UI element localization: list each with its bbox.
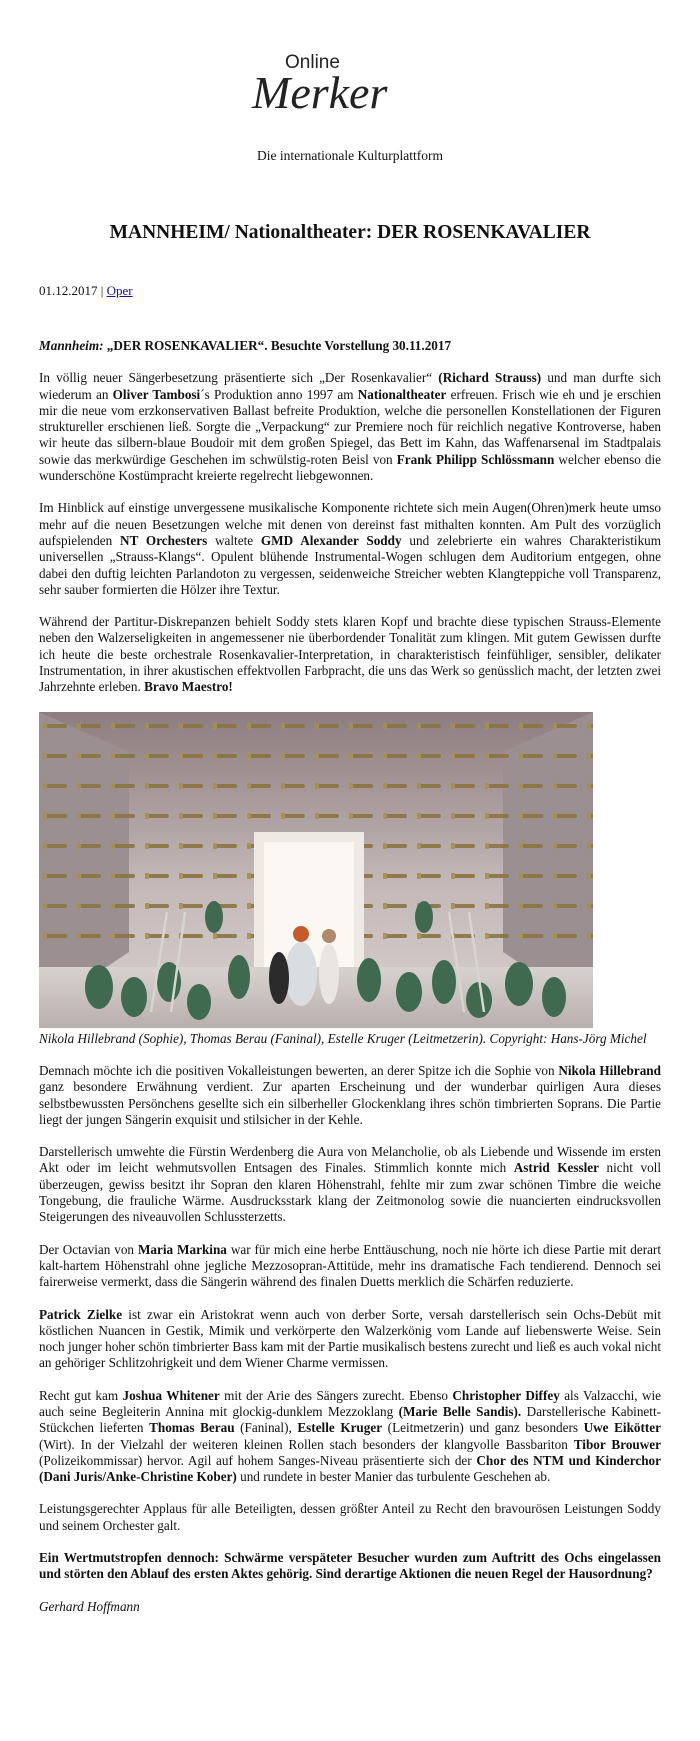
bold-run: NT Orchesters <box>120 532 208 548</box>
text-run: (Leitmetzerin) und ganz besonders <box>382 1420 584 1436</box>
text-run: waltete <box>207 532 261 548</box>
author-signature: Gerhard Hoffmann <box>39 1598 140 1614</box>
bold-run: Chor des NTM und Kinderchor (Dani Juris/Anke-Christine Kober) <box>39 1452 661 1485</box>
text-run: In völlig neuer Sängerbesetzung präsentierte sich „Der Rosenkavalier“ <box>39 370 439 386</box>
text-run: ´s Produktion anno 1997 am <box>200 386 358 402</box>
bold-run: Nikola Hillebrand <box>558 1062 661 1078</box>
bold-run: (Marie Belle Sandis). <box>398 1403 522 1419</box>
text-run: Im Hinblick auf einstige unvergessene musikalische Komponente richtete sich mein Augen(Ohren)merk heute umso mehr auf die neuen Besetzungen welche mit denen von dereinst fast mithalten konnten. Am Pult des vorzüglich aufspielenden <box>39 500 661 548</box>
bold-run: Thomas Berau <box>149 1420 235 1436</box>
stage-photo <box>39 712 593 1028</box>
bold-run: Maria Markina <box>137 1241 227 1257</box>
paragraph-5 <box>39 1144 661 1225</box>
article-meta <box>39 283 133 299</box>
bold-run: Uwe Eikötter <box>583 1420 661 1436</box>
paragraph-6 <box>39 1242 661 1291</box>
article-body <box>39 338 661 1631</box>
bold-run: GMD Alexander Soddy <box>260 532 402 548</box>
text-run: (Wirt). In der Vielzahl der weiteren kleinen Rollen stach besonders der klangvolle Bassbariton <box>39 1436 574 1452</box>
logo-online-text: Online <box>285 52 340 73</box>
bold-run: Bravo Maestro! <box>144 679 233 695</box>
article-date: 01.12.2017 <box>39 283 98 298</box>
text-run: und man durfte sich wiederum an <box>39 370 662 402</box>
bold-run: Frank Philipp Schlössmann <box>396 451 555 467</box>
text-run: (Polizeikommissar) hervor. Agil auf hohem Sanges-Niveau präsentierte sich der <box>39 1452 477 1468</box>
paragraph-10 <box>39 1550 661 1583</box>
text-run: war für mich eine herbe Enttäuschung, noch nie hörte ich diese Partie mit derart kalt-hartem Höhenstrahl ohne jegliche Mezzosopran-Attitüde, mehr ins dramatische Fach tendierend. Dennoch sei fairerweise vermerkt, dass die Sängerin während des finalen Duetts merklich die Schärfen reduzierte. <box>39 1241 661 1290</box>
meta-separator: | <box>97 283 107 298</box>
article-lead <box>39 338 661 354</box>
paragraph-3 <box>39 614 661 695</box>
bold-run: Estelle Kruger <box>297 1420 383 1436</box>
bold-run: (Richard Strauss) <box>438 370 542 386</box>
category-link-oper[interactable]: Oper <box>106 283 133 298</box>
text-run: Der Octavian von <box>39 1241 138 1257</box>
text-run: Darstellerische Kabinett-Stückchen lieferten <box>39 1403 662 1436</box>
logo-wordmark: Merker <box>252 67 388 118</box>
bold-run: Joshua Whitener <box>122 1387 220 1403</box>
bold-run: Christopher Diffey <box>452 1387 560 1403</box>
site-logo[interactable] <box>0 46 700 128</box>
text-run: und rundete in bester Manier das turbulente Geschehen ab. <box>236 1469 551 1485</box>
bold-run: Nationaltheater <box>357 386 447 402</box>
paragraph-4 <box>39 1063 661 1128</box>
paragraph-7 <box>39 1307 661 1372</box>
bold-run: Oliver Tambosi <box>112 386 201 402</box>
site-tagline: Die internationale Kulturplattform <box>257 148 443 163</box>
bold-run: Tibor Brouwer <box>573 1436 661 1452</box>
bold-run: Astrid Kessler <box>513 1160 599 1176</box>
article-title: MANNHEIM/ Nationaltheater: DER ROSENKAVALIER <box>109 222 591 243</box>
photo-caption: Nikola Hillebrand (Sophie), Thomas Berau (Faninal), Estelle Kruger (Leitmetzerin). Copyright: Hans-Jörg Michel <box>39 1030 647 1046</box>
text-run: und zelebrierte ein wahres Charakteristikum universellen „Strauss-Klangs“. Opulent blühende Instrumental-Wogen schlugen dem Auditorium entgegen, ohne dabei den duftig leichten Parlandoton zu vergessen, seidenweiche Streicher webten Klangteppiche voll Transparenz, sehr sauber formierten die Hölzer ihre Textur. <box>39 532 662 597</box>
lead-text: „DER ROSENKAVALIER“. Besuchte Vorstellung 30.11.2017 <box>103 338 452 353</box>
text-run: als Valzacchi, wie auch seine Begleiterin Annina mit glockig-dunklem Mezzoklang <box>39 1387 661 1419</box>
text-run: Leistungsgerechter Applaus für alle Beteiligten, dessen größter Anteil zu Recht den bravourösen Leistungen Soddy und seinem Orchester galt. <box>39 1501 661 1533</box>
text-run: Demnach möchte ich die positiven Vokalleistungen bewerten, an derer Spitze ich die Sophie von <box>39 1062 559 1078</box>
paragraph-8 <box>39 1388 661 1486</box>
text-run: mit der Arie des Sängers zurecht. Ebenso <box>219 1387 453 1403</box>
text-run: Darstellerisch umwehte die Fürstin Werdenberg die Aura von Melancholie, ob als Liebende und Wissende im ersten Akt oder im leicht wehmutsvollen Entsagen des Finales. Stimmlich konnte mich <box>39 1144 661 1176</box>
bold-run: Ein Wertmutstropfen dennoch: Schwärme verspäteter Besucher wurden zum Auftritt des Ochs eingelassen und störten den Ablauf des ersten Aktes gehörig. Sind derartige Aktionen die neuen Regel der Hausordnung? <box>39 1550 661 1582</box>
paragraph-1 <box>39 370 661 484</box>
paragraph-9 <box>39 1501 661 1534</box>
text-run: (Faninal), <box>234 1420 298 1436</box>
text-run: ist zwar ein Aristokrat wenn auch von derber Sorte, versah darstellerisch sein Ochs-Debüt mit köstlichen Nuancen in Gestik, Mimik und verkörperte den Walzerkönig vom Lande auf liebenswerte Weise. Sein noch junger hoher schön timbrierter Bass kam mit der Partie musikalisch bestens zurecht und ließ es auch vokal nicht an gehöriger Schlitzohrigkeit und dem Wiener Charme vermissen. <box>39 1306 661 1371</box>
text-run: nicht voll überzeugen, gewiss besitzt ihr Sopran den klaren Höhenstrahl, fehlte mir zum zwar schönen Timbre die weiche Tongebung, die frauliche Wärme. Ausdrucksstark klang der Zeitmonolog sowie die nuancierten eindrucksvollen Steigerungen des niveauvollen Schlussterzetts. <box>39 1160 662 1225</box>
text-run: Recht gut kam <box>39 1387 123 1403</box>
lead-city: Mannheim: <box>39 338 104 353</box>
stage-photo-image <box>39 712 593 1028</box>
bold-run: Patrick Zielke <box>39 1306 123 1322</box>
text-run: welcher ebenso die wunderschöne Kostümpracht kreierte regelrecht liebgewonnen. <box>39 451 662 484</box>
text-run: erfreuen. Frisch wie eh und je erschien mir die neue vom erzkonservativen Ballast befreite Produktion, welche die personellen Konstellationen der Figuren struktureller erschienen ließ. Sorgte die „Verpackung“ zur Premiere noch für reichlich negative Kontroverse, haben wir heute das silbern-blaue Boudoir mit dem großen Spiegel, das Bett im Kahn, das Waffenarsenal im Stadtpalais sowie das merkwürdige Geschehen im schwülstig-roten Beisl von <box>39 386 661 467</box>
text-run: ganz besondere Erwähnung verdient. Zur aparten Erscheinung und der wunderbar quirligen Aura dieses selbstbewussten Persönchens gesellte sich ein silberheller Glockenklang ihres schön timbrierten Soprans. Die Partie liegt der jungen Sängerin exquisit und stilsicher in der Kehle. <box>39 1079 661 1127</box>
paragraph-2 <box>39 500 661 598</box>
text-run: Während der Partitur-Diskrepanzen behielt Soddy stets klaren Kopf und brachte diese typischen Strauss-Elemente neben den Walzerseligkeiten in angemessener nie überbordender Tonalität zum klingen. Mit gutem Gewissen durfte ich heute die beste orchestrale Rosenkavalier-Interpretation, in charakteristisch feinfühliger, sensibler, delikater Instrumentation, in ihrer akustischen effektvollen Farbpracht, die uns das Werk so genüsslich macht, der letzten zwei Jahrzehnte erleben. <box>39 614 661 695</box>
